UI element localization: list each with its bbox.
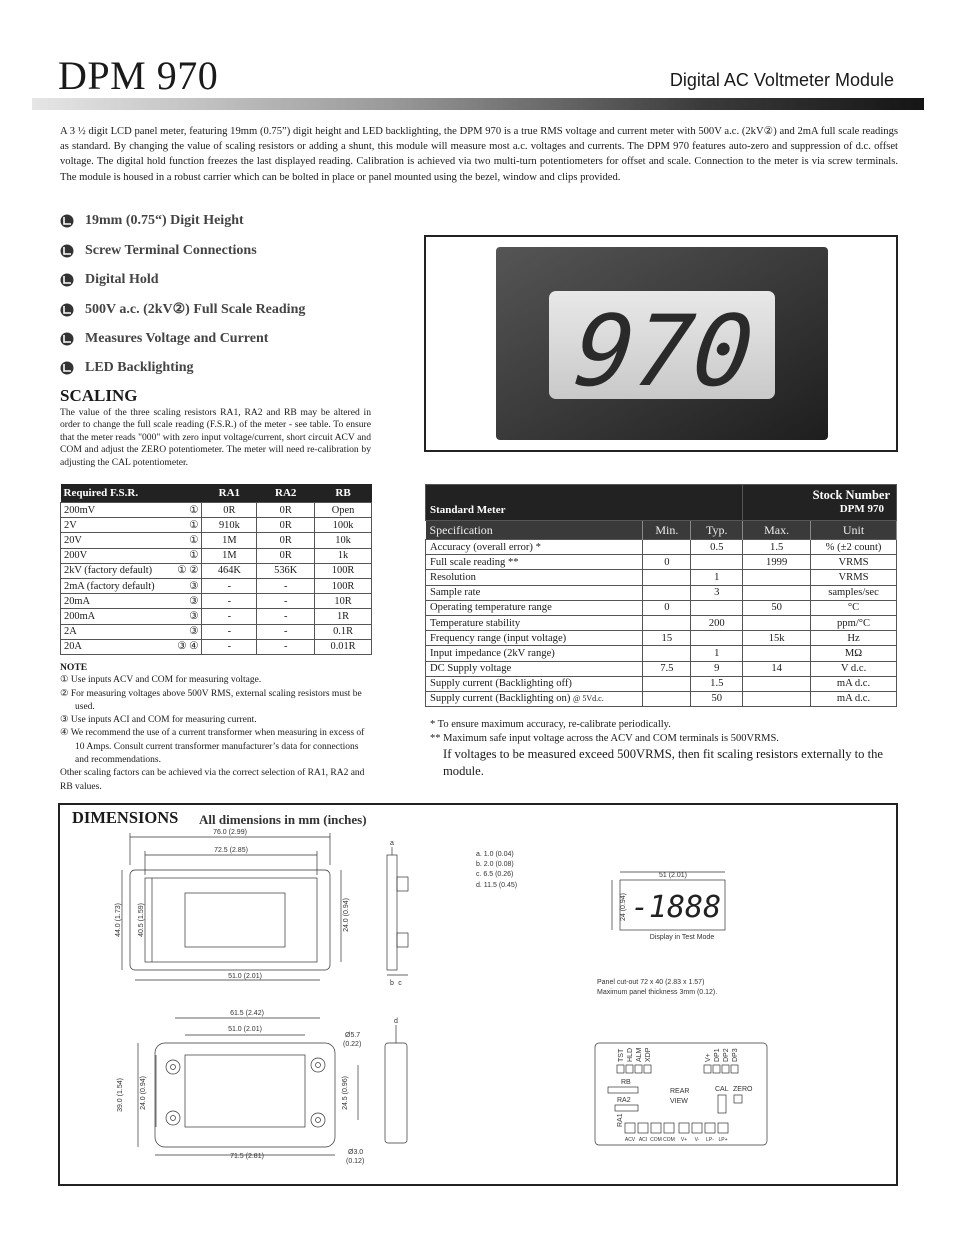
dim-front-height-inner: 40.5 (1.59) <box>138 903 145 937</box>
typ-cell: 50 <box>691 691 743 706</box>
spec-header-cell: Typ. <box>691 521 743 540</box>
spec-suffix: @ 5Vd.c. <box>573 694 604 704</box>
scaling-heading: SCALING <box>60 386 138 405</box>
rear-pin-label: TST <box>618 1048 625 1062</box>
spec-cell: Frequency range (input voltage) <box>426 631 643 646</box>
fsr-header-cell: Required F.S.R. <box>61 484 202 503</box>
notes-heading: NOTE <box>60 662 88 673</box>
notes-footer: Other scaling factors can be achieved via the correct selection of RA1, RA2 and RB values. <box>60 768 365 792</box>
unit-cell: VRMS <box>811 555 897 570</box>
table-row <box>426 676 897 691</box>
rear-pin-label: DP1 <box>714 1048 721 1062</box>
dim-hole-large-in: (0.22) <box>343 1041 362 1048</box>
dim-front-height-outer: 44.0 (1.73) <box>115 903 122 937</box>
spec-cell: Operating temperature range <box>426 600 643 615</box>
spec-header-row <box>426 521 897 540</box>
min-cell: 0 <box>643 600 691 615</box>
rear-terminal-label: LP+ <box>718 1137 728 1143</box>
notes-section <box>60 661 372 794</box>
rear-terminal-label: LP- <box>706 1137 714 1143</box>
dim-bezel-width-outer: 61.5 (2.42) <box>230 1010 264 1017</box>
fsr-note-ref: ① <box>189 504 199 516</box>
standard-meter-label: Standard Meter <box>426 485 743 521</box>
fsr-note-ref: ① <box>189 550 199 562</box>
ra2-cell: - <box>257 639 315 654</box>
unit-cell: Hz <box>811 631 897 646</box>
table-row <box>61 533 372 548</box>
dim-legend-item: a. 1.0 (0.04) <box>476 851 514 858</box>
fsr-cell <box>61 578 202 593</box>
spec-cell: DC Supply voltage <box>426 661 643 676</box>
rb-cell: 1k <box>315 548 372 563</box>
fsr-cell <box>61 624 202 639</box>
ra1-cell: 464K <box>202 563 257 578</box>
dim-bezel-holes-spacing: 24.5 (0.96) <box>342 1076 349 1110</box>
table-row <box>61 548 372 563</box>
bezel-side-outline <box>385 1043 407 1143</box>
stock-number-cell <box>743 485 897 521</box>
max-cell: 1999 <box>743 555 811 570</box>
footnote-1: * To ensure maximum accuracy, re-calibrate periodically. <box>430 719 671 730</box>
note-item: ① Use inputs ACV and COM for measuring voltage. <box>60 675 262 686</box>
dim-hole-small-in: (0.12) <box>346 1158 365 1165</box>
spec-cell: Resolution <box>426 570 643 585</box>
feature-label: Screw Terminal Connections <box>85 243 257 258</box>
min-cell: 15 <box>643 631 691 646</box>
max-cell <box>743 691 811 706</box>
table-row <box>426 631 897 646</box>
rear-pin-label: ALM <box>636 1047 643 1062</box>
ra1-cell: - <box>202 594 257 609</box>
ra2-cell: 0R <box>257 503 315 518</box>
rb-cell: Open <box>315 503 372 518</box>
feature-bullet-icon <box>60 361 74 375</box>
feature-bullet-icon <box>60 303 74 317</box>
max-cell <box>743 615 811 630</box>
footnote-3: If voltages to be measured exceed 500VRMS, then fit scaling resistors externally to the module. <box>443 747 883 778</box>
dim-legend-item: d. 11.5 (0.45) <box>476 882 518 889</box>
fsr-note-ref: ③ <box>189 595 199 607</box>
unit-cell: °C <box>811 600 897 615</box>
fsr-value: 2kV (factory default) <box>64 565 153 577</box>
table-row <box>426 570 897 585</box>
rb-cell: 10k <box>315 533 372 548</box>
dim-hole-small: Ø3.0 <box>348 1149 364 1156</box>
bezel-front-outline <box>155 1043 335 1147</box>
spec-title-row <box>426 485 897 521</box>
feature-item <box>60 301 305 318</box>
dim-bezel-height-inner: 24.0 (0.94) <box>140 1076 147 1110</box>
rb-cell: 1R <box>315 609 372 624</box>
spec-cell <box>426 691 643 706</box>
test-display-reading: -1888 <box>630 890 722 925</box>
feature-item <box>60 243 257 259</box>
rear-view-label: REAR <box>670 1088 690 1095</box>
rear-pin-label: V+ <box>705 1053 712 1062</box>
min-cell <box>643 646 691 661</box>
table-row <box>61 609 372 624</box>
dim-front-width-outer: 76.0 (2.99) <box>213 829 247 836</box>
bezel-front-window <box>185 1055 305 1127</box>
rear-cal-label: CAL <box>715 1086 729 1093</box>
feature-bullet-icon <box>60 214 74 228</box>
page-title: DPM 970 <box>58 53 219 98</box>
table-row <box>61 518 372 533</box>
rb-cell: 0.01R <box>315 639 372 654</box>
rear-pin-label: DP2 <box>723 1048 730 1062</box>
unit-cell: mA d.c. <box>811 676 897 691</box>
ra1-cell: 910k <box>202 518 257 533</box>
table-row <box>61 624 372 639</box>
spec-header-cell: Max. <box>743 521 811 540</box>
dim-bezel-width-bottom: 71.5 (2.81) <box>230 1153 264 1160</box>
max-cell <box>743 585 811 600</box>
dim-side-b: b <box>390 980 394 987</box>
unit-cell: mA d.c. <box>811 691 897 706</box>
table-row <box>426 646 897 661</box>
fsr-cell <box>61 639 202 654</box>
fsr-cell <box>61 518 202 533</box>
rear-rb-label: RB <box>621 1079 631 1086</box>
feature-bullet-icon <box>60 244 74 258</box>
spec-cell: Temperature stability <box>426 615 643 630</box>
typ-cell <box>691 631 743 646</box>
table-row <box>426 555 897 570</box>
feature-label: 19mm (0.75“) Digit Height <box>85 213 244 228</box>
front-view-window <box>185 893 285 947</box>
fsr-cell <box>61 503 202 518</box>
feature-label: 500V a.c. (2kV②) Full Scale Reading <box>85 302 306 317</box>
intro-paragraph: A 3 ½ digit LCD panel meter, featuring 19mm (0.75”) digit height and LED backlighting, the DPM 970 is a true RMS voltage and current meter with 500V a.c. (2kV②) and 2mA full scale readings as standard. By changing the value of scaling resistors or adding a shunt, this module will measure most a.c. voltages and currents. The DPM 970 features auto-zero and suppression of d.c. offset voltage. The digital hold function freezes the last displayed reading. Calibration is achieved via two multi-turn potentiometers for offset and scale. Connection to the meter is via screw terminals. The module is housed in a robust carrier which can be bolted in place or panel mounted using the bezel, window and clips provided. <box>60 126 898 183</box>
dim-test-height: 24 (0.94) <box>620 892 627 922</box>
table-row <box>426 661 897 676</box>
max-cell: 14 <box>743 661 811 676</box>
rear-terminal-label: V- <box>694 1137 700 1143</box>
min-cell <box>643 691 691 706</box>
fsr-note-ref: ③ <box>189 626 199 638</box>
spec-cell: Supply current (Backlighting off) <box>426 676 643 691</box>
spec-cell: Input impedance (2kV range) <box>426 646 643 661</box>
min-cell <box>643 540 691 555</box>
fsr-table <box>60 484 372 655</box>
stock-number-label: Stock Number <box>812 488 890 502</box>
fsr-header-cell: RA1 <box>202 484 257 503</box>
ra2-cell: - <box>257 609 315 624</box>
rear-pin-label: DP3 <box>732 1048 739 1062</box>
ra2-resistor <box>615 1105 638 1111</box>
fsr-note-ref: ③ ④ <box>177 641 199 653</box>
ra1-cell: 0R <box>202 503 257 518</box>
min-cell <box>643 615 691 630</box>
meter-illustration <box>426 237 896 450</box>
max-cell <box>743 570 811 585</box>
ra1-cell: 1M <box>202 548 257 563</box>
fsr-value: 200mV <box>64 504 96 516</box>
spec-cell: Sample rate <box>426 585 643 600</box>
rear-pin-label: HLD <box>627 1047 634 1062</box>
table-row <box>61 503 372 518</box>
lcd-reading: 970 <box>569 295 759 409</box>
dim-front-width-inner: 72.5 (2.85) <box>214 847 248 854</box>
fsr-value: 200mA <box>64 610 96 622</box>
fsr-note-ref: ③ <box>189 610 199 622</box>
dim-legend-item: b. 2.0 (0.08) <box>476 861 514 868</box>
feature-label: LED Backlighting <box>85 360 194 375</box>
table-row <box>426 585 897 600</box>
scaling-text: The value of the three scaling resistors RA1, RA2 and RB may be altered in order to change the full scale reading (F.S.R.) of the meter - see table. To ensure that the meter reads "000" with zero input voltage/current, short circuit ACV and COM and adjust the ZERO potentiometer. The meter will need re-calibration by adjusting the CAL potentiometer. <box>60 407 371 468</box>
note-item: ③ Use inputs ACI and COM for measuring current. <box>60 715 257 726</box>
rb-cell: 10R <box>315 594 372 609</box>
side-view-tab <box>397 933 408 947</box>
feature-item <box>60 331 268 347</box>
rear-pin-label: XDP <box>645 1047 652 1062</box>
feature-item <box>60 360 194 376</box>
dim-side-c: c <box>398 980 402 987</box>
feature-item <box>60 213 244 229</box>
spec-table <box>425 484 897 707</box>
table-row <box>426 615 897 630</box>
typ-cell: 3 <box>691 585 743 600</box>
ra2-cell: - <box>257 578 315 593</box>
fsr-value: 200V <box>64 550 88 562</box>
fsr-note-ref: ① <box>189 534 199 546</box>
dim-bezel-height-outer: 39.0 (1.54) <box>117 1078 124 1112</box>
test-display-caption: Display in Test Mode <box>649 934 715 941</box>
fsr-value: 2V <box>64 519 77 531</box>
fsr-cell <box>61 609 202 624</box>
typ-cell <box>691 600 743 615</box>
unit-cell: MΩ <box>811 646 897 661</box>
rear-terminal-label: ACV <box>624 1137 636 1143</box>
dimensions-heading: DIMENSIONS <box>72 808 179 827</box>
spec-header-cell: Min. <box>643 521 691 540</box>
fsr-header-cell: RA2 <box>257 484 315 503</box>
unit-cell: % (±2 count) <box>811 540 897 555</box>
spec-text: Supply current (Backlighting on) <box>430 693 571 705</box>
table-row <box>426 691 897 706</box>
dim-legend-item: c. 6.5 (0.26) <box>476 871 514 878</box>
panel-thickness-text: Maximum panel thickness 3mm (0.12). <box>597 989 718 996</box>
dim-bezel-width-inner: 51.0 (2.01) <box>228 1026 262 1033</box>
fsr-value: 20V <box>64 534 82 546</box>
ra2-cell: 0R <box>257 533 315 548</box>
typ-cell: 9 <box>691 661 743 676</box>
stock-number: DPM 970 <box>839 503 884 515</box>
feature-label: Digital Hold <box>85 272 159 287</box>
header-gradient-bar <box>32 98 924 110</box>
ra1-cell: - <box>202 639 257 654</box>
spec-header-cell: Unit <box>811 521 897 540</box>
fsr-value: 2mA (factory default) <box>64 580 155 592</box>
table-row <box>61 594 372 609</box>
rear-view-label: VIEW <box>670 1098 688 1105</box>
table-row <box>426 600 897 615</box>
max-cell <box>743 646 811 661</box>
fsr-note-ref: ③ <box>189 580 199 592</box>
dim-side-d: d <box>394 1018 398 1025</box>
product-photo <box>424 235 898 452</box>
ra1-cell: 1M <box>202 533 257 548</box>
note-item: ② For measuring voltages above 500V RMS, external scaling resistors must be used. <box>60 688 362 712</box>
front-view-outline <box>130 870 330 970</box>
fsr-value: 2A <box>64 626 77 638</box>
rear-ra2-label: RA2 <box>617 1097 631 1104</box>
spec-footnotes <box>430 718 900 780</box>
fsr-value: 20mA <box>64 595 90 607</box>
rb-cell: 100k <box>315 518 372 533</box>
spec-header-cell: Specification <box>426 521 643 540</box>
rear-terminal-label: COM <box>650 1137 662 1143</box>
rear-zero-label: ZERO <box>733 1086 753 1093</box>
rb-cell: 0.1R <box>315 624 372 639</box>
fsr-cell <box>61 533 202 548</box>
fsr-note-ref: ① ② <box>177 565 199 577</box>
typ-cell: 1 <box>691 570 743 585</box>
spec-cell: Accuracy (overall error) * <box>426 540 643 555</box>
spec-cell: Full scale reading ** <box>426 555 643 570</box>
ra1-cell: - <box>202 609 257 624</box>
table-row <box>61 639 372 654</box>
fsr-value: 20A <box>64 641 82 653</box>
min-cell <box>643 570 691 585</box>
dim-test-width: 51 (2.01) <box>658 872 688 879</box>
fsr-cell <box>61 548 202 563</box>
ra1-cell: - <box>202 624 257 639</box>
feature-bullet-icon <box>60 332 74 346</box>
typ-cell: 200 <box>691 615 743 630</box>
fsr-cell <box>61 594 202 609</box>
table-row <box>61 578 372 593</box>
max-cell <box>743 676 811 691</box>
dimensions-subheading: All dimensions in mm (inches) <box>199 812 367 827</box>
fsr-header-cell: RB <box>315 484 372 503</box>
typ-cell: 1.5 <box>691 676 743 691</box>
rear-terminal-label: V+ <box>680 1137 688 1143</box>
typ-cell: 1 <box>691 646 743 661</box>
dim-hole-large: Ø5.7 <box>345 1032 361 1039</box>
typ-cell <box>691 555 743 570</box>
note-item: ④ We recommend the use of a current transformer when measuring in excess of 10 Amps. Consult current transformer manufacturer’s data for connections and recommendations. <box>60 728 365 766</box>
feature-item <box>60 272 159 288</box>
dim-front-window-height: 24.0 (0.94) <box>343 898 350 932</box>
front-view-inner <box>145 878 317 962</box>
rear-terminal-label: ACI <box>638 1137 648 1143</box>
ra2-cell: 0R <box>257 518 315 533</box>
ra2-cell: 536K <box>257 563 315 578</box>
max-cell: 15k <box>743 631 811 646</box>
max-cell: 1.5 <box>743 540 811 555</box>
zero-pot <box>734 1095 742 1103</box>
unit-cell: VRMS <box>811 570 897 585</box>
unit-cell: V d.c. <box>811 661 897 676</box>
typ-cell: 0.5 <box>691 540 743 555</box>
min-cell <box>643 585 691 600</box>
dim-side-a: a <box>390 840 394 847</box>
cal-pot <box>718 1095 726 1113</box>
rb-cell: 100R <box>315 563 372 578</box>
fsr-cell <box>61 563 202 578</box>
side-view-body <box>387 855 397 970</box>
unit-cell: samples/sec <box>811 585 897 600</box>
unit-cell: ppm/°C <box>811 615 897 630</box>
min-cell <box>643 676 691 691</box>
min-cell: 7.5 <box>643 661 691 676</box>
feature-bullet-icon <box>60 273 74 287</box>
table-row <box>61 563 372 578</box>
ra2-cell: - <box>257 594 315 609</box>
ra2-cell: - <box>257 624 315 639</box>
side-view-tab <box>397 877 408 891</box>
rear-ra1-label: RA1 <box>617 1113 624 1127</box>
table-row <box>426 540 897 555</box>
dim-front-window-width: 51.0 (2.01) <box>228 973 262 980</box>
min-cell: 0 <box>643 555 691 570</box>
rb-cell: 100R <box>315 578 372 593</box>
footnote-2: ** Maximum safe input voltage across the ACV and COM terminals is 500VRMS. <box>430 733 779 744</box>
ra1-cell: - <box>202 578 257 593</box>
max-cell: 50 <box>743 600 811 615</box>
fsr-header-row <box>61 484 372 503</box>
panel-cutout-text: Panel cut-out 72 x 40 (2.83 x 1.57) <box>597 979 705 986</box>
dimension-drawings <box>60 825 896 1183</box>
feature-label: Measures Voltage and Current <box>85 331 269 346</box>
page-subtitle: Digital AC Voltmeter Module <box>669 70 894 90</box>
rb-resistor <box>608 1087 638 1093</box>
ra2-cell: 0R <box>257 548 315 563</box>
rear-terminal-label: COM <box>663 1137 675 1143</box>
fsr-note-ref: ① <box>189 519 199 531</box>
